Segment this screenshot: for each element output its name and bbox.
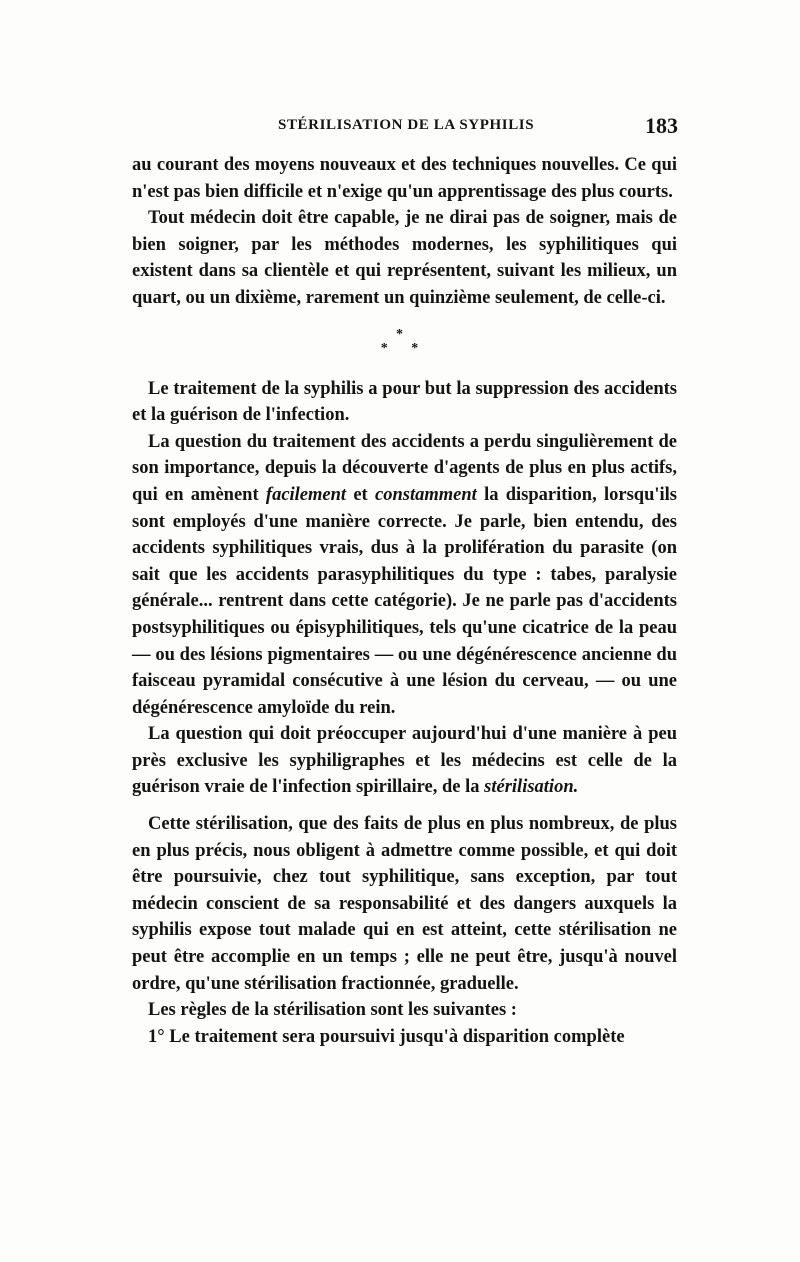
paragraph: Le traitement de la syphilis a pour but la suppression des accidents et la guérison de l'infection. [132,378,677,426]
paragraph-gap [132,801,677,811]
asterism-top: * [396,326,413,342]
paragraph-text: et [346,484,376,505]
paragraph [132,721,677,801]
paragraph: Tout médecin doit être capable, je ne dirai pas de soigner, mais de bien soigner, par les méthodes modernes, les syphilitiques qui existent dans sa clientèle et qui représentent, suivant les milieux, un quart, ou un dixième, rarement un quinzième seulement, de celle-ci. [132,208,677,308]
asterism-bottom: * * [380,340,429,356]
paragraph-continuation: au courant des moyens nouveaux et des techniques nouvelles. Ce qui n'est pas bien difficile et n'exige qu'un apprentissage des plus courts. [132,155,677,202]
running-head [134,113,678,143]
paragraph: Cette stérilisation, que des faits de plus en plus nombreux, de plus en plus précis, nous obligent à admettre comme possible, et qui doit être poursuivie, chez tout syphilitique, sans exception, par tout médecin conscient de sa responsabilité et des dangers auxquels la syphilis expose tout malade qui en est atteint, cette stérilisation ne peut être accomplie en un temps ; elle ne peut être, jusqu'à nouvel ordre, qu'une stérilisation fractionnée, graduelle. [132,814,677,994]
page-number: 183 [645,113,678,138]
paragraph-text: La question qui doit préoccuper aujourd'hui d'une manière à peu près exclusive les syphiligraphes et les médecins est celle de la guérison vraie de l'infection spirillaire, de la [132,724,677,798]
paragraph-text: La question du traitement des accidents a perdu singulièrement de son importance, depuis la découverte d'agents de plus en plus actifs, qui en amènent [132,431,677,505]
italic-text: constamment [375,484,477,505]
running-title: STÉRILISATION DE LA SYPHILIS [278,117,535,133]
section-break-asterism [132,312,677,376]
italic-text: facilement [265,484,347,505]
body-text [132,152,677,1050]
paragraph: 1° Le traitement sera poursuivi jusqu'à disparition complète [148,1026,625,1047]
paragraph: Les règles de la stérilisation sont les suivantes : [148,1000,517,1021]
paragraph [132,429,677,722]
paragraph-text: la disparition, lorsqu'ils sont employés d'une manière correcte. Je parle, bien entendu, des accidents syphilitiques vrais, dus à la prolifération du parasite (on sait que les accidents parasyphilitiques du type : tabes, paralysie générale... rentrent dans cette catégorie). Je ne parle pas d'accidents postsyphilitiques ou épisyphilitiques, tels qu'une cicatrice de la peau — ou des lésions pigmentaires — ou une dégénérescence ancienne du faisceau pyramidal consécutive à une lésion du cerveau, — ou une dégénérescence amyloïde du rein. [132,484,678,718]
italic-text: stérilisation. [484,777,579,798]
